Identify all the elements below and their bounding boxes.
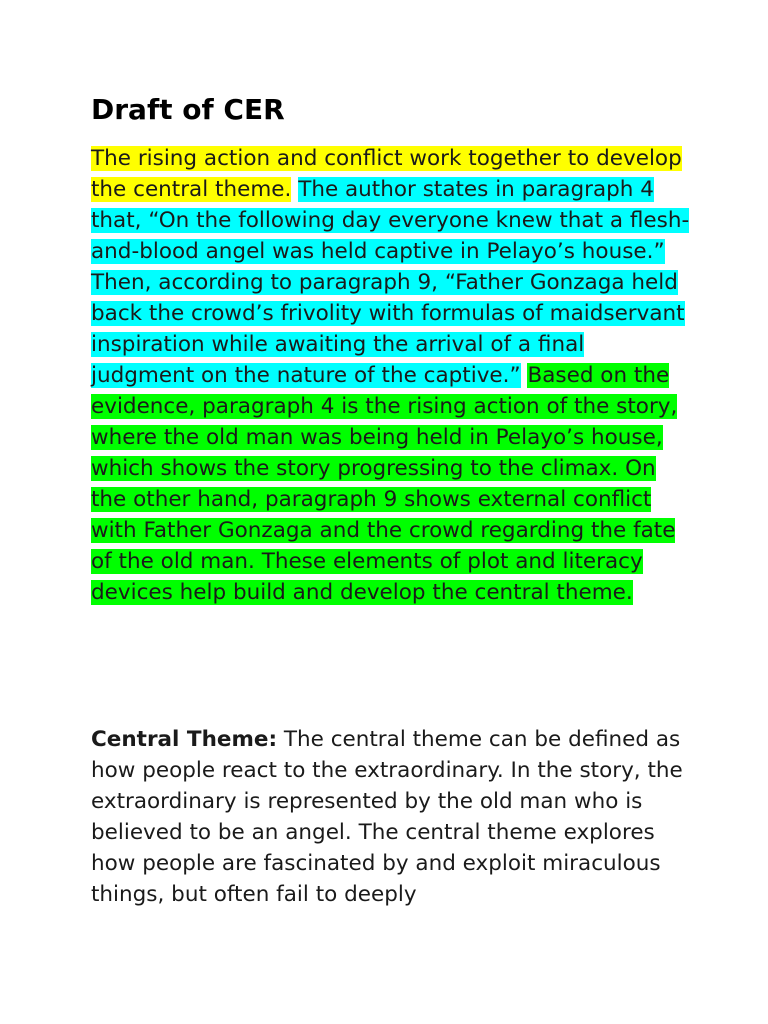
- evidence-highlight: The author states in paragraph 4 that, “On the following day everyone knew that a flesh-and-blood angel was held captive in Pelayo’s house.” Then, according to paragraph 9, “Father Gonzaga held back the crowd’s frivolity with formulas of maidservant inspiration while awaiting the arrival of a final judgment on the nature of the captive.”: [91, 177, 690, 388]
- central-theme-paragraph: [91, 724, 691, 910]
- reasoning-highlight: Based on the evidence, paragraph 4 is the rising action of the story, where the old man was being held in Pelayo’s house, which shows the story progressing to the climax. On the other hand, paragraph 9 shows external conflict with Father Gonzaga and the crowd regarding the fate of the old man. These elements of plot and literacy devices help build and develop the central theme.: [91, 363, 678, 605]
- claim-highlight: The rising action and conflict work together to develop the central theme.: [91, 146, 682, 202]
- central-theme-text: The central theme can be defined as how people react to the extraordinary. In the story, the extraordinary is represented by the old man who is believed to be an angel. The central theme explores how people are fascinated by and exploit miraculous things, but often fail to deeply: [91, 727, 683, 907]
- central-theme-label: Central Theme:: [91, 727, 278, 752]
- document-title: Draft of CER: [91, 93, 285, 126]
- cer-paragraph: [91, 143, 691, 608]
